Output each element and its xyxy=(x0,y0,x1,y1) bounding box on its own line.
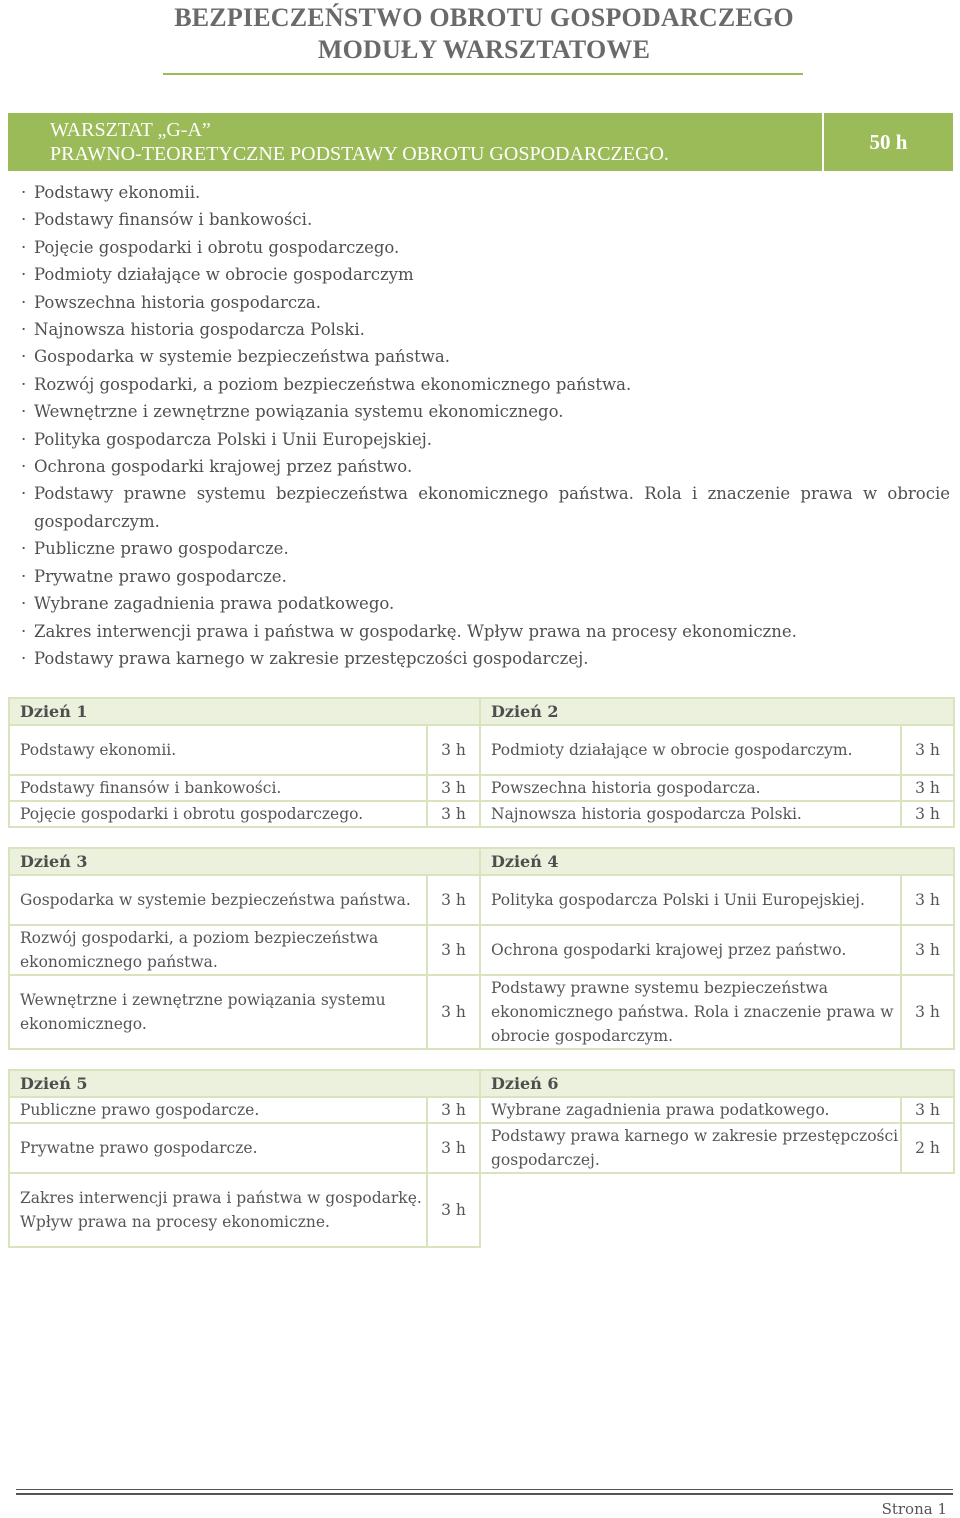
session-topic: Polityka gospodarcza Polski i Unii Europejskiej. xyxy=(480,875,901,925)
table-row xyxy=(9,725,954,775)
footer-divider xyxy=(16,1489,953,1490)
day-label: Dzień 5 xyxy=(9,1070,480,1097)
bullet-icon: · xyxy=(21,292,27,312)
bullet-icon: · xyxy=(21,237,27,257)
table-row xyxy=(9,775,954,801)
day-label: Dzień 1 xyxy=(9,698,480,725)
table-row xyxy=(9,925,954,975)
session-topic: Ochrona gospodarki krajowej przez państwo. xyxy=(480,925,901,975)
session-topic: Wewnętrzne i zewnętrzne powiązania systemu ekonomicznego. xyxy=(9,975,427,1049)
page-number: Strona 1 xyxy=(881,1500,947,1518)
session-hours: 3 h xyxy=(901,725,954,775)
session-hours: 3 h xyxy=(427,975,480,1049)
bullet-icon: · xyxy=(21,402,27,422)
empty-cell xyxy=(901,1173,954,1247)
session-topic: Podstawy finansów i bankowości. xyxy=(9,775,427,801)
title-underline xyxy=(163,73,803,75)
topic-item: · Podstawy ekonomii. xyxy=(20,179,950,206)
session-topic: Zakres interwencji prawa i państwa w gospodarkę. Wpływ prawa na procesy ekonomiczne. xyxy=(9,1173,427,1247)
session-topic: Rozwój gospodarki, a poziom bezpieczeństwa ekonomicznego państwa. xyxy=(9,925,427,975)
title-line-2: MODUŁY WARSZTATOWE xyxy=(317,35,651,64)
session-hours: 3 h xyxy=(427,1123,480,1173)
bullet-icon: · xyxy=(21,347,27,367)
topic-list xyxy=(20,179,950,672)
topic-item: · Powszechna historia gospodarcza. xyxy=(20,289,950,316)
schedule-table-days-5-6 xyxy=(8,1069,955,1248)
session-hours: 3 h xyxy=(427,875,480,925)
table-row xyxy=(9,801,954,827)
table-row xyxy=(9,1123,954,1173)
session-topic: Prywatne prawo gospodarcze. xyxy=(9,1123,427,1173)
session-hours: 3 h xyxy=(427,775,480,801)
session-hours: 3 h xyxy=(901,975,954,1049)
table-header-row xyxy=(9,848,954,875)
workshop-code: WARSZTAT „G-A” xyxy=(50,119,211,141)
bullet-icon: · xyxy=(21,265,27,285)
session-topic: Gospodarka w systemie bezpieczeństwa państwa. xyxy=(9,875,427,925)
topic-item: · Ochrona gospodarki krajowej przez państwo. xyxy=(20,453,950,480)
page-title xyxy=(0,2,960,66)
table-row xyxy=(9,875,954,925)
topic-item: · Prywatne prawo gospodarcze. xyxy=(20,563,950,590)
bullet-icon: · xyxy=(21,429,27,449)
table-header-row xyxy=(9,1070,954,1097)
schedule-table-days-3-4 xyxy=(8,847,955,1050)
day-label: Dzień 2 xyxy=(480,698,954,725)
topic-item: · Rozwój gospodarki, a poziom bezpieczeństwa ekonomicznego państwa. xyxy=(20,371,950,398)
footer-divider xyxy=(16,1493,953,1495)
session-hours: 3 h xyxy=(901,801,954,827)
workshop-hours: 50 h xyxy=(869,130,908,154)
topic-item: · Podstawy prawne systemu bezpieczeństwa ekonomicznego państwa. Rola i znaczenie prawa w obrocie gospodarczym. xyxy=(20,480,950,535)
bullet-icon: · xyxy=(21,594,27,614)
session-topic: Podstawy ekonomii. xyxy=(9,725,427,775)
topic-item: · Pojęcie gospodarki i obrotu gospodarczego. xyxy=(20,234,950,261)
session-topic: Najnowsza historia gospodarcza Polski. xyxy=(480,801,901,827)
session-hours: 3 h xyxy=(901,775,954,801)
topic-item: · Wewnętrzne i zewnętrzne powiązania systemu ekonomicznego. xyxy=(20,398,950,425)
session-hours: 3 h xyxy=(901,1097,954,1123)
bullet-icon: · xyxy=(21,374,27,394)
bullet-icon: · xyxy=(21,648,27,668)
session-topic: Powszechna historia gospodarcza. xyxy=(480,775,901,801)
table-row xyxy=(9,1097,954,1123)
bullet-icon: · xyxy=(21,183,27,202)
session-topic: Podstawy prawa karnego w zakresie przestępczości gospodarczej. xyxy=(480,1123,901,1173)
day-label: Dzień 6 xyxy=(480,1070,954,1097)
topic-item: · Podstawy prawa karnego w zakresie przestępczości gospodarczej. xyxy=(20,645,950,672)
session-hours: 2 h xyxy=(901,1123,954,1173)
session-hours: 3 h xyxy=(427,725,480,775)
session-topic: Podmioty działające w obrocie gospodarczym. xyxy=(480,725,901,775)
workshop-banner xyxy=(8,113,953,171)
bullet-icon: · xyxy=(21,320,27,340)
table-row xyxy=(9,1173,954,1247)
table-header-row xyxy=(9,698,954,725)
day-label: Dzień 4 xyxy=(480,848,954,875)
bullet-icon: · xyxy=(21,457,27,477)
session-topic: Wybrane zagadnienia prawa podatkowego. xyxy=(480,1097,901,1123)
session-hours: 3 h xyxy=(427,1097,480,1123)
title-line-1: BEZPIECZEŃSTWO OBROTU GOSPODARCZEGO xyxy=(174,3,794,32)
empty-cell xyxy=(480,1173,901,1247)
topic-item: · Gospodarka w systemie bezpieczeństwa państwa. xyxy=(20,343,950,370)
topic-item: · Podmioty działające w obrocie gospodarczym xyxy=(20,261,950,288)
workshop-name: PRAWNO-TEORETYCZNE PODSTAWY OBROTU GOSPODARCZEGO. xyxy=(50,143,669,165)
session-hours: 3 h xyxy=(427,1173,480,1247)
session-topic: Pojęcie gospodarki i obrotu gospodarczego. xyxy=(9,801,427,827)
topic-item: · Najnowsza historia gospodarcza Polski. xyxy=(20,316,950,343)
bullet-icon: · xyxy=(21,539,27,559)
topic-item: · Zakres interwencji prawa i państwa w gospodarkę. Wpływ prawa na procesy ekonomiczne. xyxy=(20,618,950,645)
session-topic: Publiczne prawo gospodarcze. xyxy=(9,1097,427,1123)
table-row xyxy=(9,975,954,1049)
topic-item: · Wybrane zagadnienia prawa podatkowego. xyxy=(20,590,950,617)
schedule-table-days-1-2 xyxy=(8,697,955,828)
session-hours: 3 h xyxy=(901,925,954,975)
bullet-icon: · xyxy=(21,210,27,230)
session-hours: 3 h xyxy=(901,875,954,925)
topic-item: · Publiczne prawo gospodarcze. xyxy=(20,535,950,562)
session-topic: Podstawy prawne systemu bezpieczeństwa ekonomicznego państwa. Rola i znaczenie prawa w obrocie gospodarczym. xyxy=(480,975,901,1049)
bullet-icon: · xyxy=(21,484,27,504)
session-hours: 3 h xyxy=(427,925,480,975)
session-hours: 3 h xyxy=(427,801,480,827)
bullet-icon: · xyxy=(21,621,27,641)
bullet-icon: · xyxy=(21,566,27,586)
topic-item: · Podstawy finansów i bankowości. xyxy=(20,206,950,233)
day-label: Dzień 3 xyxy=(9,848,480,875)
topic-item: · Polityka gospodarcza Polski i Unii Europejskiej. xyxy=(20,426,950,453)
